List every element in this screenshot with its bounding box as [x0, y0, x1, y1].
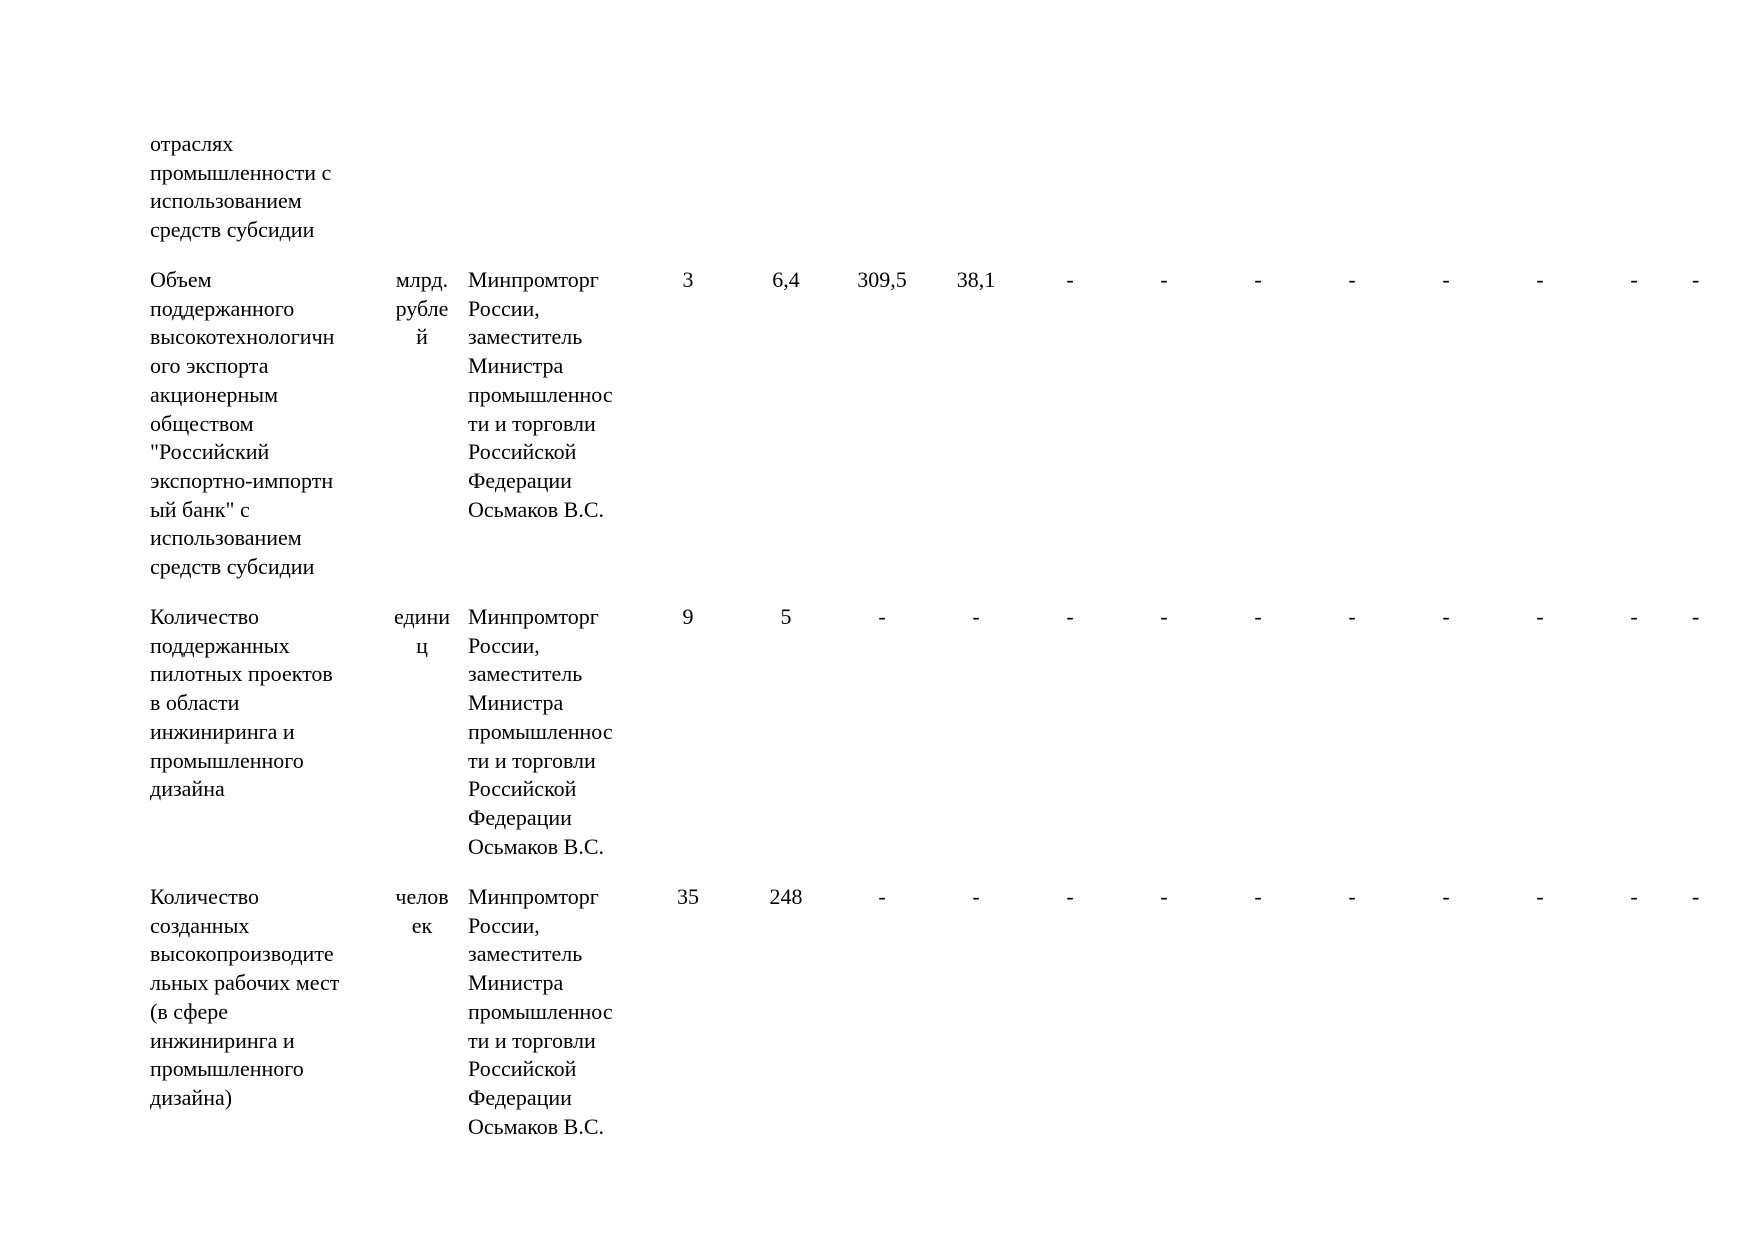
indicator-name: Количество созданных высокопроизводите льных рабочих мест (в сфере инжиниринга и промышленного дизайна) [150, 884, 340, 1110]
value-cell: - [1536, 267, 1544, 292]
responsible-party: Минпромторг России, заместитель Министра промышленнос ти и торговли Российской Федерации Осьмаков В.С. [468, 884, 613, 1139]
value-cell: - [878, 604, 886, 629]
value-cell: - [1160, 604, 1168, 629]
value-cell: - [1348, 884, 1356, 909]
value-cell: - [1348, 604, 1356, 629]
value-cell: - [1692, 604, 1700, 629]
unit-of-measure: челов ек [395, 884, 449, 938]
value-cell: - [972, 604, 980, 629]
value-cell: - [1066, 604, 1074, 629]
value-cell: - [1160, 267, 1168, 292]
indicator-name: Объем поддержанного высокотехнологичн ого экспорта акционерным обществом "Российский экспортно-импортн ый банк" с использованием средств субсидии [150, 267, 335, 580]
value-cell: - [1254, 604, 1262, 629]
value-cell: - [972, 884, 980, 909]
value-cell: 35 [677, 884, 699, 909]
value-cell: - [1442, 267, 1450, 292]
value-cell: - [1630, 604, 1638, 629]
responsible-party: Минпромторг России, заместитель Министра промышленнос ти и торговли Российской Федерации Осьмаков В.С. [468, 604, 613, 859]
value-cell: - [1254, 884, 1262, 909]
value-cell: - [1348, 267, 1356, 292]
value-cell: - [1442, 604, 1450, 629]
value-cell: 248 [769, 884, 803, 909]
value-cell: 9 [682, 604, 694, 629]
value-cell: - [1692, 267, 1700, 292]
value-cell: - [1066, 267, 1074, 292]
value-cell: - [1536, 604, 1544, 629]
value-cell: - [1066, 884, 1074, 909]
value-cell: 309,5 [857, 267, 907, 292]
value-cell: 6,4 [772, 267, 800, 292]
value-cell: - [1692, 884, 1700, 909]
unit-of-measure: млрд. рубле й [395, 267, 449, 350]
value-cell: 38,1 [956, 267, 996, 292]
value-cell: - [1630, 884, 1638, 909]
value-cell: 3 [682, 267, 694, 292]
indicator-name: Количество поддержанных пилотных проектов в области инжиниринга и промышленного дизайна [150, 604, 333, 802]
value-cell: - [1442, 884, 1450, 909]
indicator-name-continued: отраслях промышленности с использованием средств субсидии [150, 131, 332, 243]
value-cell: 5 [780, 604, 792, 629]
responsible-party: Минпромторг России, заместитель Министра промышленнос ти и торговли Российской Федерации Осьмаков В.С. [468, 267, 613, 522]
value-cell: - [878, 884, 886, 909]
unit-of-measure: едини ц [394, 604, 450, 658]
value-cell: - [1160, 884, 1168, 909]
value-cell: - [1536, 884, 1544, 909]
value-cell: - [1254, 267, 1262, 292]
value-cell: - [1630, 267, 1638, 292]
